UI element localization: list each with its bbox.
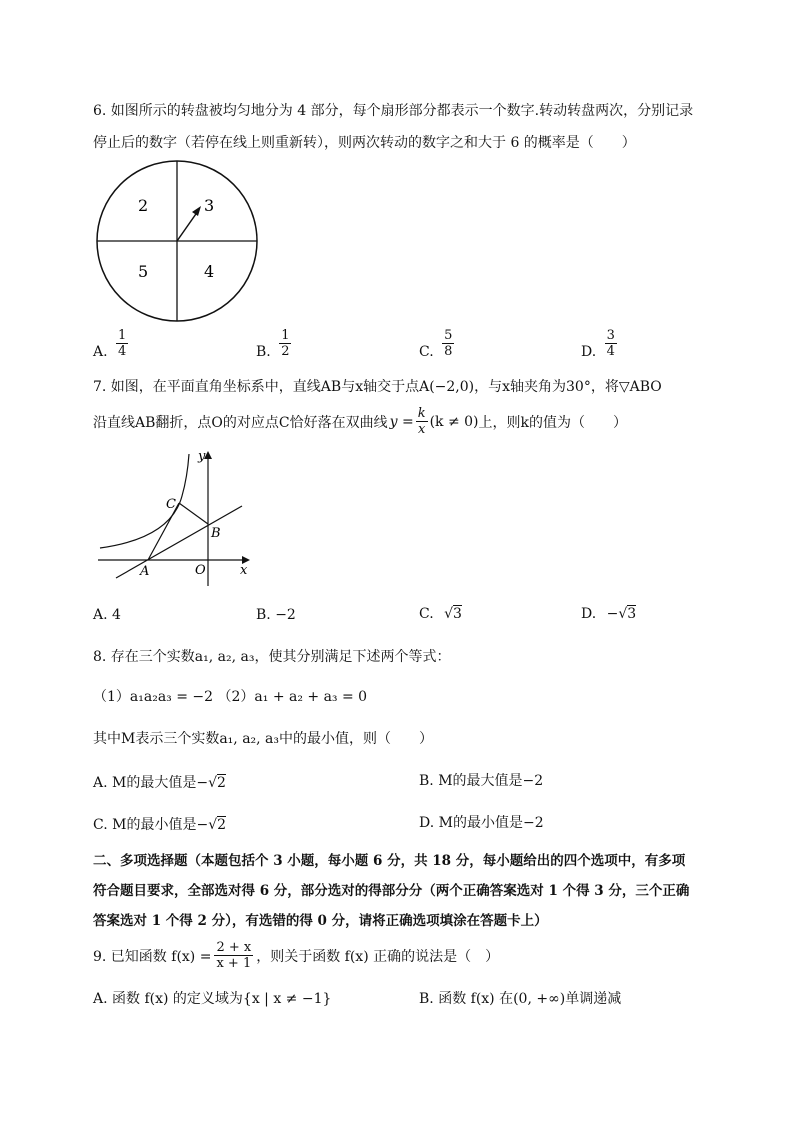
q8-line1: 8. 存在三个实数a₁, a₂, a₃，使其分别满足下述两个等式： [93, 649, 451, 665]
q7-option-c[interactable]: C. √3 [419, 606, 462, 622]
q6-option-b[interactable]: B. $\frac{1}{2}$ [256, 328, 290, 360]
y-axis-label: y [198, 449, 206, 464]
section2-line3: 答案选对 1 个得 2 分），有选错的得 0 分，请将正确选项填涂在答题卡上） [93, 913, 548, 929]
q7-option-b[interactable]: B. −2 [256, 607, 296, 623]
q6-option-c[interactable]: C. $\frac{5}{8}$ [419, 328, 453, 360]
q9-option-b[interactable]: B. 函数 f(x) 在(0, +∞)单调递减 [419, 991, 622, 1007]
line-ab [116, 506, 242, 578]
q7-option-d[interactable]: D. −√3 [581, 606, 637, 622]
x-axis-label: x [240, 563, 248, 578]
segment-cb [179, 503, 208, 524]
q7-line1: 7. 如图，在平面直角坐标系中，直线AB与x轴交于点A(−2,0)，与x轴夹角为30°，将▽ABO [93, 379, 662, 395]
q9-option-a[interactable]: A. 函数 f(x) 的定义域为{x | x ≠ −1} [93, 991, 332, 1007]
q6-option-d[interactable]: D. $\frac{3}{4}$ [581, 328, 615, 360]
point-a-label: A [140, 564, 150, 579]
spinner-number-bottom-right: 4 [204, 262, 215, 281]
q6-line1: 6. 如图所示的转盘被均匀地分为 4 部分，每个扇形部分都表示一个数字.转动转盘两次，分别记录 [93, 103, 694, 119]
q9-stem: 9. 已知函数 f(x) = $\frac{2 + x}{x + 1}$ ，则关于函数 f(x) 正确的说法是（ ） [93, 940, 500, 971]
q8-option-b[interactable]: B. M的最大值是−2 [419, 773, 544, 789]
q8-option-a[interactable]: A. M的最大值是−√2 [93, 775, 226, 791]
q8-line3: 其中M表示三个实数a₁, a₂, a₃中的最小值，则（ ） [93, 731, 434, 747]
q6-line2: 停止后的数字（若停在线上则重新转），则两次转动的数字之和大于 6 的概率是（ ） [93, 135, 636, 151]
point-b-label: B [211, 526, 221, 541]
origin-label: O [195, 563, 206, 578]
spinner-arrow [177, 211, 198, 241]
spinner-figure [94, 160, 262, 326]
spinner-number-top-right: 3 [204, 196, 215, 215]
q8-option-c[interactable]: C. M的最小值是−√2 [93, 817, 227, 833]
q6-option-a[interactable]: A. $\frac{1}{4}$ [93, 328, 127, 360]
point-c-label: C [166, 497, 176, 512]
q7-option-a[interactable]: A. 4 [93, 607, 121, 623]
coordinate-graph [94, 446, 254, 588]
section2-line2: 符合题目要求，全部选对得 6 分，部分选对的得部分分（两个正确答案选对 1 个得 3 分，三个正确 [93, 883, 690, 899]
q8-option-d[interactable]: D. M的最小值是−2 [419, 815, 544, 831]
spinner-number-bottom-left: 5 [138, 262, 149, 281]
q7-line2: 沿直线AB翻折，点O的对应点C恰好落在双曲线 y = $\frac{k}{x}$ (k ≠ 0) 上，则k的值为（ ） [93, 406, 628, 437]
spinner-number-top-left: 2 [138, 196, 149, 215]
section2-line1: 二、多项选择题（本题包括个 3 小题，每小题 6 分，共 18 分，每小题给出的四个选项中，有多项 [93, 853, 686, 869]
spinner-arrowhead [192, 206, 201, 216]
q8-line2: （1）a₁a₂a₃ = −2 （2）a₁ + a₂ + a₃ = 0 [93, 689, 368, 705]
